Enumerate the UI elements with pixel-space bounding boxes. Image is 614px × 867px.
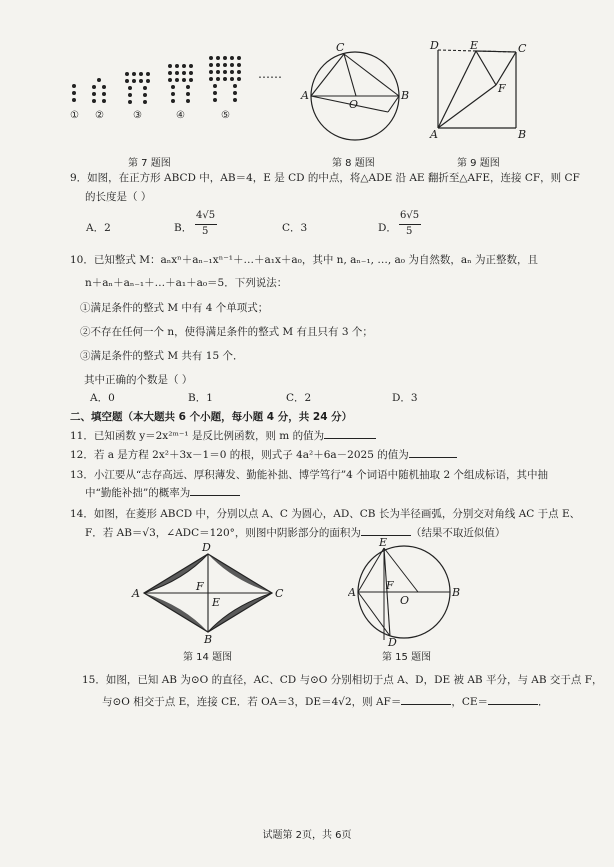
fig7-ellipsis: …… [258,67,282,81]
q14-line1: 14．如图，在菱形 ABCD 中，分别以点 A、C 为圆心，AD、CB 长为半径画弧，分别交对角线 AC 于点 E、 [70,508,581,520]
q10-statement-1: ①满足条件的整式 M 中有 4 个单项式； [80,302,269,314]
fig15-label-B: B [452,586,461,599]
pattern-4 [168,64,193,103]
fig9-label-A: A [430,128,438,141]
fig14-label-A: A [132,587,140,600]
fig9-label-B: B [518,128,527,141]
fig8-label-A: A [301,89,309,102]
fig15-label-D: D [388,636,397,646]
q13-line2: 中“勤能补拙”的概率为 [85,485,240,500]
pattern-3 [125,72,150,104]
fig15-label-A: A [348,586,356,599]
q14-line2: F．若 AB＝√3，∠ADC＝120°，则图中阴影部分的面积为 （结果不取近似值） [85,527,506,539]
q12-blank [409,447,457,458]
fig14-label-C: C [275,587,284,600]
q15-blank-ce [488,694,538,705]
q10-option-c: C．2 [286,392,312,404]
q11-text: 11．已知函数 y＝2x²ᵐ⁻¹ 是反比例函数，则 m 的值为 [70,428,376,443]
fig9-square-diagram [424,40,534,142]
fig15-label-F: F [386,579,394,592]
fig9-label-C: C [518,42,527,55]
q10-option-b: B．1 [188,392,213,404]
q9-line2: 的长度是（ ） [85,191,152,203]
fig14-label-D: D [202,541,211,554]
fig14-label-E: E [212,596,221,609]
fig7-label-3: ③ [133,110,142,121]
fig7-caption: 第 7 题图 [128,158,171,169]
fig15-circle-diagram [348,536,464,646]
q10-statement-3: ③满足条件的整式 M 共有 15 个． [80,350,244,362]
fig7-label-5: ⑤ [221,110,230,121]
q9-option-d-denominator: 5 [406,226,413,237]
q10-ask: 其中正确的个数是（ ） [84,374,193,386]
fig15-label-E: E [379,536,388,549]
pattern-5 [209,56,241,102]
fig8-label-O: O [349,98,359,111]
fig15-label-O: O [400,594,410,607]
q13-blank [190,485,240,496]
q9-option-c: C．3 [282,222,308,234]
fig8-caption: 第 8 题图 [332,158,375,169]
fig9-label-E: E [470,40,479,52]
q9-line1: 9．如图，在正方形 ABCD 中，AB＝4，E 是 CD 的中点，将△ADE 沿 AE 翻折至△AFE，连接 CF，则 CF [70,172,580,184]
pattern-1 [72,84,76,102]
q14-blank [361,525,411,536]
fig7-label-1: ① [70,110,79,121]
fig14-caption: 第 14 题图 [183,652,233,663]
fig7-dot-patterns [60,52,290,124]
q13-line1: 13．小江要从“志存高远、厚积薄发、勤能补拙、博学笃行”4 个词语中随机抽取 2 个组成标语，其中抽 [70,469,548,481]
q15-line2: 与⊙O 相交于点 E，连接 CE．若 OA＝3，DE＝4√2，则 AF＝ ，CE＝ ． [102,696,549,708]
q9-option-b-numerator: 4√5 [196,210,216,221]
q10-option-d: D．3 [392,392,418,404]
q15-line1: 15．如图，已知 AB 为⊙O 的直径，AC、CD 与⊙O 分别相切于点 A、D，DE 被 AB 平分，与 AB 交于点 F， [82,674,603,686]
fig8-label-B: B [401,89,410,102]
fig14-label-B: B [204,633,213,644]
fig9-label-D: D [430,40,439,52]
section2-heading: 二、填空题（本大题共 6 个小题，每小题 4 分，共 24 分） [70,411,353,423]
fig15-caption: 第 15 题图 [382,652,432,663]
q10-line2: n＋aₙ＋aₙ₋₁＋…＋a₁＋a₀＝5．下列说法： [85,277,288,289]
fig9-caption: 第 9 题图 [457,158,500,169]
fig8-circle-diagram [300,40,410,152]
q9-option-a: A．2 [86,222,111,234]
q11-blank [324,428,376,439]
fig14-label-F: F [196,580,204,593]
fig7-label-4: ④ [176,110,185,121]
q9-option-b-denominator: 5 [202,226,209,237]
q12-text: 12．若 a 是方程 2x²＋3x－1＝0 的根，则式子 4a²＋6a－2025 的值为 [70,447,457,462]
q10-option-a: A．0 [90,392,115,404]
fig7-label-2: ② [95,110,104,121]
q15-blank-af [401,694,451,705]
fig9-label-F: F [498,82,506,95]
pattern-2 [92,78,106,103]
fig8-label-C: C [336,41,345,54]
q10-line1: 10．已知整式 M：aₙxⁿ＋aₙ₋₁xⁿ⁻¹＋…＋a₁x＋a₀，其中 n, aₙ₋₁, …, a₀ 为自然数，aₙ 为正整数，且 [70,254,538,266]
page-footer: 试题第 2页，共 6页 [262,830,352,841]
q10-statement-2: ②不存在任何一个 n，使得满足条件的整式 M 有且只有 3 个； [80,326,373,338]
fig14-rhombus-diagram [128,540,288,644]
exam-page: ① ② ③ ④ ⑤ …… 第 7 题图 C A O B 第 8 题图 D E C F A B 第 9 题图 9．如图，在正方形 ABCD 中，AB＝4，E 是 CD 的中点，将△ADE 沿 AE 翻折至△AFE，连接 CF，则 CF 的长度是（ ） A．2 B． 4√5 5 C．3 D． 6√5 5 10．已知整式 M：aₙxⁿ＋aₙ₋₁xⁿ⁻¹＋…＋a₁x＋a₀，其中 n, aₙ₋₁, …, a₀ 为自然数，aₙ 为正整数，且 n＋aₙ＋aₙ₋₁＋…＋a₁＋a₀＝5．下列说法： ①满足条件的整式 M 中有 4 个单项式； ②不存在任何一个 n，使得满足条件的整式 M 有且只有 3 个； ③满足条件的整式 M 共有 15 个． 其中正确的个数是（ ） A．0 B．1 C．2 D．3 二、填空题（本大题共 6 个小题，每小题 4 分，共 24 分） 11．已知函数 y＝2x²ᵐ⁻¹ 是反比例函数，则 m 的值为 12．若 a 是方程 2x²＋3x－1＝0 的根，则式子 4a²＋6a－2025 的值为 13．小江要从“志存高远、厚积薄发、勤能补拙、博学笃行”4 个词语中随机抽取 2 个组成标语，其中抽 中“勤能补拙”的概率为 14．如图，在菱形 ABCD 中，分别以点 A、C 为圆心，AD、CB 长为半径画弧，分别交对角线 AC 于点 E、 F．若 AB＝√3，∠ADC＝120°，则图中阴影部分的面积为 （结果不取近似值） D A F E C B 第 14 题图 E A F O B D 第 15 题图 15．如图，已知 AB 为⊙O 的直径，AC、CD 与⊙O 分别相切于点 A、D，DE 被 AB 平分，与 AB 交于点 F， 与⊙O 相交于点 E，连接 CE．若 OA＝3，DE＝4√2，则 AF＝ ，CE＝ ． 试题第 2页，共 6页 [0,0,614,867]
q9-option-d-numerator: 6√5 [400,210,420,221]
